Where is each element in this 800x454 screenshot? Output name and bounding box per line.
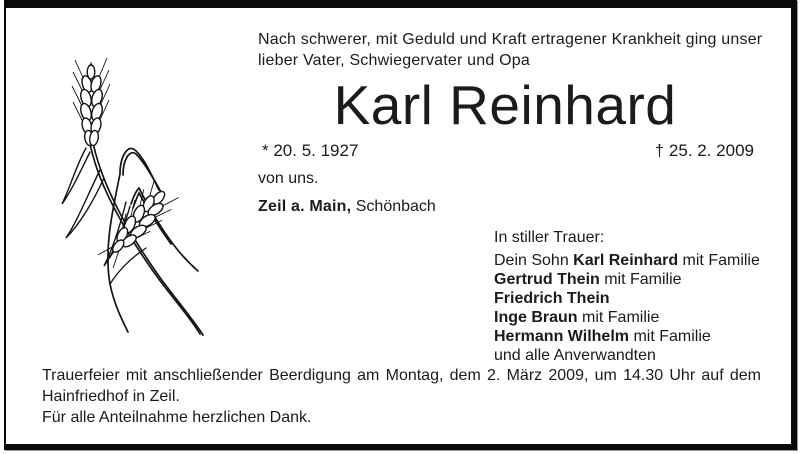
funeral-section	[42, 365, 761, 428]
mourning-entry	[494, 346, 769, 365]
entry-name: Karl Reinhard	[573, 252, 679, 269]
intro-line-2: lieber Vater, Schwiegervater und Opa	[258, 52, 530, 69]
mourning-entry	[494, 251, 769, 270]
entry-post: mit Familie	[678, 252, 760, 269]
entry-name: Gertrud Thein	[494, 271, 600, 288]
place-district: Schönbach	[351, 198, 436, 215]
entry-pre: Dein Sohn	[494, 252, 574, 269]
thanks-text: Für alle Anteilnahme herzlichen Dank.	[42, 409, 312, 426]
entry-name: Hermann Wilhelm	[494, 328, 629, 345]
wheat-stalks-illustration	[34, 52, 242, 340]
birth-date: * 20. 5. 1927	[262, 141, 359, 160]
entry-post: mit Familie	[629, 328, 711, 345]
funeral-info: Trauerfeier mit anschließender Beerdigung am Montag, dem 2. März 2009, um 14.30 Uhr auf dem Hainfriedhof in Zeil.	[42, 367, 761, 405]
mourning-entry	[494, 289, 769, 308]
closing-text: von uns.	[258, 170, 319, 187]
mourning-entry	[494, 308, 769, 327]
entry-post: mit Familie	[577, 309, 660, 326]
mourning-header: In stiller Trauer:	[494, 229, 605, 246]
entry-name: Inge Braun	[494, 309, 578, 326]
place-name: Zeil a. Main,	[258, 198, 352, 215]
life-dates	[262, 141, 754, 161]
mourning-entry	[494, 327, 769, 346]
intro-line-1: Nach schwerer, mit Geduld und Kraft ertragener Krankheit ging unser	[258, 31, 763, 48]
entry-post: mit Familie	[599, 271, 682, 288]
entry-name: Friedrich Thein	[494, 290, 610, 307]
intro-text	[258, 29, 768, 71]
mourning-entry	[494, 270, 769, 289]
deceased-name: Karl Reinhard	[333, 74, 677, 136]
place-line	[258, 198, 436, 216]
death-date: † 25. 2. 2009	[654, 141, 754, 160]
entry-pre: und alle Anverwandten	[494, 347, 656, 364]
mourning-list	[494, 228, 769, 365]
